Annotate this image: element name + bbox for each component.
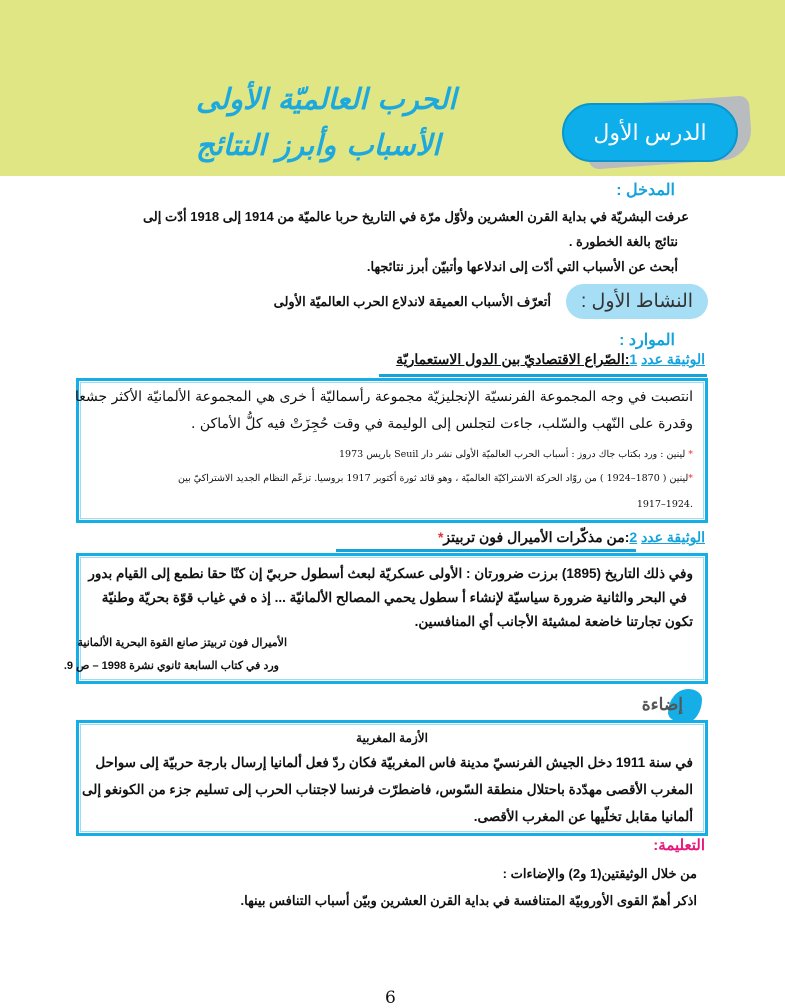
document2-box — [63, 553, 708, 684]
lesson-badge — [562, 103, 738, 162]
document1-title — [396, 351, 705, 368]
illumination-line-2: المغرب الأقصى مهدّدة باحتلال منطقة السّوس، فاضطرّت فرنسا لاجتناب الحرب إلى تسليم جزء من الكونغو إلى — [82, 782, 693, 797]
instruction-line-2: اذكر أهمّ القوى الأوروبيّة المتنافسة في بداية القرن العشرين وبيّن أسباب التنافس بينها. — [240, 893, 697, 908]
document2-line-2: في البحر والثانية ضرورة سياسيّة لإنشاء أ سطول يحمي المصالح الألمانيّة ... إذ ه في غياب قوّة بحريّة وطنيّة — [101, 590, 687, 605]
document2-attribution-1: الأميرال فون تربيتز صانع القوة البحرية الألمانية — [77, 637, 287, 649]
instruction-line-1: من خلال الوثيقتين(1 و2) والإضاءات : — [502, 866, 697, 881]
document1-label: الوثيقة عدد — [641, 351, 705, 367]
document2-attribution-2: ورد في كتاب السابعة ثانوي نشرة 1998 – ص 9. — [63, 660, 279, 672]
document1-source-text: لينين : ورد بكتاب جاك دروز : أسباب الحرب العالميّة الأولى نشر دار Seuil باريس 1973 — [339, 449, 686, 460]
asterisk-icon: * — [688, 473, 693, 484]
illumination-line-3: ألمانيا مقابل تخلّيها عن المغرب الأقصى. — [473, 809, 693, 824]
intro-line-3: أبحث عن الأسباب التي أدّت إلى اندلاعها وأتبيّن أبرز نتائجها. — [366, 259, 678, 274]
document1-note-line-1 — [178, 473, 693, 484]
activity-title: أتعرّف الأسباب العميقة لاندلاع الحرب العالميّة الأولى — [273, 294, 551, 309]
illumination-title: الأزمة المغربية — [356, 731, 428, 745]
document2-label: الوثيقة عدد — [641, 529, 705, 545]
document1-underline — [379, 374, 707, 377]
document2-heading: :من مذكّرات الأميرال فون تربيتز — [443, 529, 630, 545]
document1-line-2: وقدرة على النّهب والسّلب، جاءت لتجلس إلى الوليمة في وقت حُجِزَتْ فيه كلُّ الأماكن . — [191, 416, 693, 432]
instruction-heading: التعليمة: — [653, 837, 705, 854]
document1-line-1: انتصبت في وجه المجموعة الفرنسيّة الإنجليزيّة مجموعة رأسماليّة أ خرى هي المجموعة الألمانيّة الأكثر جشعا — [74, 389, 693, 405]
lesson-title-line1: الحرب العالميّة الأولى — [196, 82, 457, 116]
document1-note-text: لينين ( 1870–1924 ) من روّاد الحركة الاشتراكيّة العالميّة ، وهو قائد ثورة أكتوبر 1917 بروسيا. تزعّم النظام الجديد الاشتراكيّ بين — [178, 473, 689, 484]
activity-badge — [566, 284, 708, 319]
intro-line-1: عرفت البشريّة في بداية القرن العشرين ولأوّل مرّة في التاريخ حربا عالميّة من 1914 إلى 1918 أدّت إلى — [142, 209, 689, 224]
illumination-label: إضاءة — [641, 695, 683, 714]
document1-source — [339, 449, 693, 460]
document2-line-1: وفي ذلك التاريخ (1895) برزت ضرورتان : الأولى عسكريّة لبعث أسطول حربيّ إن كنّا حقا نطمع إلى القيام بدور — [88, 566, 693, 581]
resources-heading: الموارد : — [619, 332, 675, 349]
lesson-title-line2: الأسباب وأبرز النتائج — [196, 128, 441, 162]
document2-line-3: تكون تجارتنا خاضعة لمشيئة الأجانب أي المنافسين. — [414, 614, 693, 629]
page-number: 6 — [385, 988, 396, 1008]
activity-badge-label: النشاط الأول : — [580, 291, 694, 312]
document2-underline — [336, 549, 636, 552]
document2-title — [438, 529, 705, 546]
illumination-line-1: في سنة 1911 دخل الجيش الفرنسيّ مدينة فاس المغربيّة فكان ردّ فعل ألمانيا إرسال بارجة حربيّة إلى سواحل — [95, 755, 693, 770]
document2-number: 2 — [629, 529, 638, 545]
illumination-box — [76, 720, 708, 836]
document1-heading: :الصّراع الاقتصاديّ بين الدول الاستعماريّة — [396, 351, 630, 367]
asterisk-icon: * — [437, 529, 444, 545]
document1-number: 1 — [629, 351, 638, 367]
asterisk-icon: * — [688, 449, 693, 460]
intro-line-2: نتائج بالغة الخطورة . — [568, 234, 678, 249]
lesson-badge-label: الدرس الأول — [593, 119, 707, 145]
intro-heading: المدخل : — [616, 182, 675, 199]
document1-note-line-2: .1924–1917 — [636, 499, 693, 510]
document1-box — [76, 378, 708, 523]
